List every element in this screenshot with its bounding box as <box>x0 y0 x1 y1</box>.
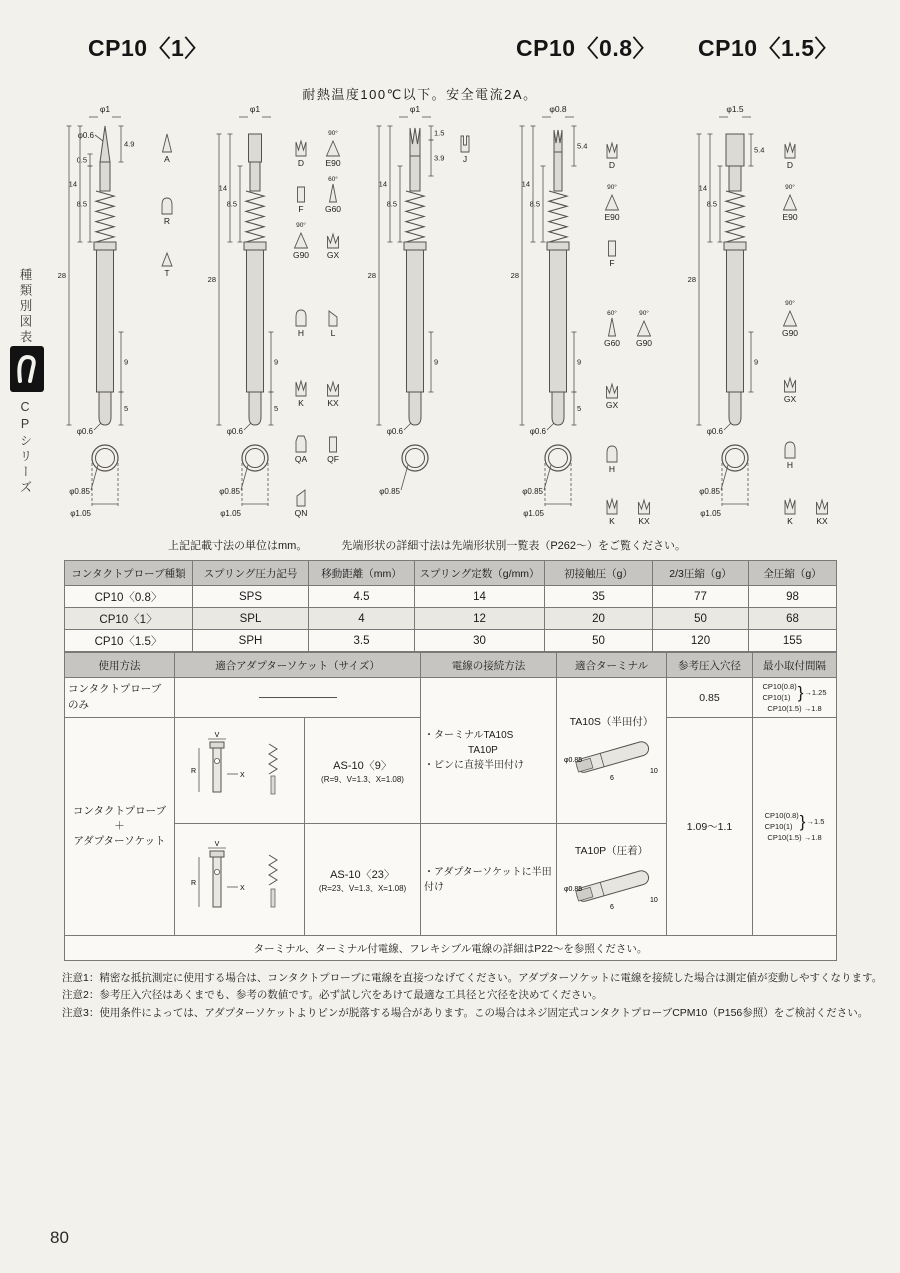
tip-shape-label: G90 <box>781 328 799 338</box>
tip-shape-icon <box>604 309 620 348</box>
dimension-label: φ0.85 <box>564 885 583 893</box>
tip-shape-icon <box>329 311 337 338</box>
dimension-label: 28 <box>510 271 519 280</box>
table-footer-note: ターミナル、ターミナル付電線、フレキシブル電線の詳細はP22～を参照ください。 <box>65 936 837 961</box>
probe-drawing <box>688 104 828 526</box>
tip-shape-icon <box>782 299 798 338</box>
dimension-label: 10 <box>650 767 658 775</box>
dimension-label: 8.5 <box>386 199 397 209</box>
tip-angle-label: 90° <box>785 300 795 307</box>
note-line: 注意1：精密な抵抗測定に使用する場合は、コンタクトプローブに電線を直接つなげてください。アダプターソケットに電線を接続した場合は測定値が変動しやすくなります。 <box>62 972 883 984</box>
brand-logo <box>10 346 44 397</box>
terminal-label: TA10P（圧着） <box>574 844 649 857</box>
adapter-name: AS-10〈23〉 <box>330 868 395 881</box>
tip-shape-label: E90 <box>782 212 798 222</box>
dimension-label: 28 <box>207 275 216 284</box>
dimension-label: 8.5 <box>529 199 540 209</box>
tip-angle-label: 60° <box>328 176 338 183</box>
probe-drawing <box>58 104 172 518</box>
diameter-label: φ1.5 <box>726 104 744 114</box>
terminal-label: TA10S（半田付） <box>569 715 654 728</box>
table-cell: SPL <box>193 608 309 630</box>
adapter-drawing-cell <box>175 718 305 824</box>
diameter-label: φ0.85 <box>522 487 543 496</box>
table-cell: 4 <box>309 608 415 630</box>
dimension-label: 5 <box>577 404 582 413</box>
tip-shape-icon <box>816 500 828 526</box>
adapter-spec: (R=23、V=1.3、X=1.08) <box>318 883 407 893</box>
diameter-label: φ0.6 <box>77 131 94 140</box>
spring-table-header-row <box>65 561 837 586</box>
table-cell: 35 <box>545 586 653 608</box>
wiring-line: TA10P <box>468 745 498 756</box>
dash-line <box>259 697 337 698</box>
gap-item: CP10(1) <box>762 692 791 702</box>
dimension-label: R <box>190 768 196 775</box>
gap-value: →1.8 <box>803 832 822 842</box>
usage-table-header-row <box>65 653 837 678</box>
tip-shape-icon <box>638 500 650 526</box>
tip-shape-label: KX <box>327 398 339 408</box>
terminal-ta10p-drawing <box>560 860 666 914</box>
probe-drawings-area <box>50 96 850 549</box>
tip-shape-label: GX <box>605 400 619 410</box>
adapter-spec: (R=9、V=1.3、X=1.08) <box>321 774 404 784</box>
dimension-label: 3.9 <box>434 153 445 163</box>
adapter-none-cell <box>175 678 421 718</box>
diameter-label: φ1 <box>409 104 421 114</box>
dimension-label: 14 <box>521 179 530 189</box>
dimension-label: 8.5 <box>706 199 717 209</box>
wiring-line: ・ターミナルTA10S <box>424 730 514 741</box>
col-header-terminal: 適合ターミナル <box>557 653 667 678</box>
spring-col-header: 移動距離（mm） <box>309 561 415 586</box>
tip-shape-label: E90 <box>325 158 341 168</box>
page-number: 80 <box>50 1228 69 1247</box>
dimension-label: 9 <box>434 357 439 367</box>
table-row <box>65 678 837 718</box>
dimension-label: 5.4 <box>754 145 765 155</box>
tip-shape-label: H <box>608 464 616 474</box>
tip-shape-icon <box>296 310 306 338</box>
tip-shape-label: J <box>462 154 468 164</box>
spring-col-header: 全圧縮（g） <box>749 561 837 586</box>
probe-drawings-svg <box>50 96 850 544</box>
tip-shape-icon <box>325 175 341 214</box>
tip-shape-label: K <box>787 516 793 526</box>
dimension-label: X <box>239 885 245 892</box>
diameter-label: φ0.85 <box>379 487 400 496</box>
sidebar-category-label: 種類別図表 <box>18 268 32 346</box>
dimension-label: 14 <box>698 183 707 193</box>
table-row <box>65 936 837 961</box>
tip-shape-label: KX <box>638 516 650 526</box>
adapter-socket-drawing <box>181 730 299 808</box>
tip-shape-label: G90 <box>292 250 310 260</box>
tip-shape-icon <box>607 446 617 474</box>
dimension-label: 28 <box>57 271 66 280</box>
table-cell: 98 <box>749 586 837 608</box>
tip-shape-label: A <box>164 154 170 164</box>
table-cell: 30 <box>415 630 545 652</box>
dimension-label: 6 <box>610 903 614 911</box>
tip-shape-label: H <box>786 460 794 470</box>
tip-shape-label: QF <box>327 454 339 464</box>
tip-shape-icon <box>298 187 305 214</box>
diameter-label: φ1 <box>249 104 261 114</box>
tip-shape-icon <box>636 309 652 348</box>
diameter-label: φ1.05 <box>70 509 91 518</box>
tip-shape-icon <box>604 183 619 222</box>
table-row <box>65 630 837 652</box>
method-probe-only: コンタクトプローブのみ <box>65 678 175 718</box>
tip-shape-label: F <box>609 258 615 268</box>
dimension-label: 14 <box>68 179 77 189</box>
tip-shape-label: D <box>786 160 794 170</box>
terminal-ta10s-cell <box>557 678 667 824</box>
dimension-label: 5 <box>274 404 279 413</box>
tip-shape-label: GX <box>783 394 797 404</box>
dimension-label: 1.5 <box>434 128 445 138</box>
wiring-adapter-cell <box>421 824 557 936</box>
dimension-label: 5.4 <box>577 141 588 151</box>
tip-shape-label: GX <box>326 250 340 260</box>
usage-table-wrap <box>64 652 837 961</box>
tip-angle-label: 90° <box>296 222 306 229</box>
drawing-caption <box>168 537 686 553</box>
min-gap-cell <box>753 678 837 718</box>
terminal-ta10p-cell <box>557 824 667 936</box>
spring-col-header: スプリング定数（g/mm） <box>415 561 545 586</box>
gap-item: CP10(1.5) <box>767 703 802 713</box>
tip-shape-label: H <box>297 328 305 338</box>
rating-subtitle: 耐熱温度100℃以下。安全電流2A。 <box>302 87 538 102</box>
hole-diameter-value: 1.09～1.1 <box>667 718 753 936</box>
method-probe-adapter: コンタクトプローブ ＋ アダプターソケット <box>65 718 175 936</box>
table-cell: 14 <box>415 586 545 608</box>
col-header-usage: 使用方法 <box>65 653 175 678</box>
dimension-label: R <box>190 880 196 887</box>
table-cell: 50 <box>545 630 653 652</box>
tip-shape-label: KX <box>816 516 828 526</box>
diameter-label: φ0.6 <box>226 427 243 436</box>
spring-col-header: スプリング圧力記号 <box>193 561 309 586</box>
diameter-label: φ1 <box>99 104 111 114</box>
tip-shape-icon <box>325 129 340 168</box>
tip-shape-icon <box>295 490 308 518</box>
note-line: 注意2：参考圧入穴径はあくまでも、参考の数値です。必ず試し穴をあけて最適な工具径と穴径を決めてください。 <box>62 989 603 1002</box>
dimension-label: 9 <box>124 357 129 367</box>
tip-shape-label: D <box>608 160 616 170</box>
tip-shape-icon <box>607 499 617 526</box>
tip-shape-icon <box>162 198 172 226</box>
table-cell: 50 <box>653 608 749 630</box>
tip-shape-icon <box>327 437 339 464</box>
adapter-drawing-cell <box>175 824 305 936</box>
table-cell: 68 <box>749 608 837 630</box>
diameter-label: φ0.85 <box>699 487 720 496</box>
tip-shape-icon <box>163 134 172 164</box>
diameter-label: φ1.05 <box>220 509 241 518</box>
tip-shape-icon <box>461 136 469 164</box>
table-row <box>65 586 837 608</box>
table-cell: SPS <box>193 586 309 608</box>
table-row <box>65 608 837 630</box>
dimension-label: 8.5 <box>76 199 87 209</box>
hole-diameter-value: 0.85 <box>667 678 753 718</box>
table-cell: 77 <box>653 586 749 608</box>
adapter-name: AS-10〈9〉 <box>333 759 392 772</box>
tip-shape-icon <box>327 382 339 408</box>
dimension-label: 9 <box>274 357 279 367</box>
col-header-wiring: 電線の接続方法 <box>421 653 557 678</box>
table-cell: CP10〈1.5〉 <box>65 630 193 652</box>
tip-shape-icon <box>785 499 795 526</box>
table-cell: 3.5 <box>309 630 415 652</box>
tip-shape-label: T <box>164 268 170 278</box>
table-cell: 155 <box>749 630 837 652</box>
table-cell: SPH <box>193 630 309 652</box>
dimension-label: 4.9 <box>124 139 135 149</box>
gap-item: CP10(0.8) <box>762 682 797 692</box>
spring-table <box>64 560 837 652</box>
dimension-label: 9 <box>577 357 582 367</box>
tip-shape-label: QA <box>294 454 308 464</box>
tip-shape-label: D <box>297 158 305 168</box>
tip-shape-label: E90 <box>604 212 620 222</box>
tip-shape-icon <box>782 183 797 222</box>
tip-shape-icon <box>296 381 306 408</box>
tip-angle-label: 60° <box>607 310 617 317</box>
diameter-label: φ1.05 <box>700 509 721 518</box>
tip-shape-label: L <box>330 328 336 338</box>
tip-shape-label: QN <box>294 508 308 518</box>
diameter-label: φ0.6 <box>76 427 93 436</box>
dimension-label: 9 <box>754 357 759 367</box>
table-cell: CP10〈0.8〉 <box>65 586 193 608</box>
tip-shape-label: G60 <box>603 338 621 348</box>
min-gap-cell <box>753 718 837 936</box>
brace-glyph: } <box>799 811 806 831</box>
tip-shape-icon <box>327 234 340 260</box>
page-title-cp10-08: CP10〈0.8〉 <box>516 35 657 61</box>
spring-col-header: 初接触圧（g） <box>545 561 653 586</box>
spring-table-wrap <box>64 560 837 652</box>
sidebar-series-label: CPシリーズ <box>18 400 32 496</box>
brace-glyph: } <box>797 682 804 702</box>
spring-col-header: 2/3圧縮（g） <box>653 561 749 586</box>
dimension-label: 8.5 <box>226 199 237 209</box>
diameter-label: φ0.85 <box>219 487 240 496</box>
tip-shape-icon <box>607 143 617 170</box>
adapter-socket-drawing <box>181 839 299 917</box>
wiring-direct-cell <box>421 678 557 824</box>
gap-item: CP10(0.8) <box>764 811 799 821</box>
tip-angle-label: 90° <box>328 130 338 137</box>
table-cell: 4.5 <box>309 586 415 608</box>
dimension-label: V <box>214 732 219 739</box>
usage-table <box>64 652 837 961</box>
note-line: 注意3：使用条件によっては、アダプターソケットよりピンが脱落する場合があります。この場合はネジ固定式コンタクトプローブCPM10（P156参照）をご検討ください。 <box>62 1006 869 1019</box>
probe-drawing <box>208 104 342 518</box>
gap-value: →1.8 <box>803 703 822 713</box>
table-cell: 120 <box>653 630 749 652</box>
adapter-label-cell <box>305 824 421 936</box>
tip-angle-label: 90° <box>639 310 649 317</box>
tip-shape-icon <box>784 378 797 404</box>
gap-value: →1.5 <box>806 817 825 826</box>
table-cell: 20 <box>545 608 653 630</box>
tip-shape-label: R <box>163 216 171 226</box>
gap-item: CP10(1.5) <box>767 832 802 842</box>
col-header-hole: 参考圧入穴径 <box>667 653 753 678</box>
tip-angle-label: 90° <box>607 184 617 191</box>
tip-shape-label: K <box>609 516 615 526</box>
page-title-cp10-15: CP10〈1.5〉 <box>698 35 839 61</box>
notes-block <box>62 970 882 1022</box>
spring-col-header: コンタクトプローブ種類 <box>65 561 193 586</box>
dimension-label: 28 <box>367 271 376 280</box>
adapter-label-cell <box>305 718 421 824</box>
tip-shape-icon <box>293 221 309 260</box>
wiring-line: ・アダプターソケットに半田付け <box>424 866 552 893</box>
tip-shape-icon <box>162 253 172 278</box>
dimension-label: 0.5 <box>76 155 87 165</box>
tip-shape-icon <box>785 442 795 470</box>
dimension-label: 28 <box>687 275 696 284</box>
diameter-label: φ0.85 <box>69 487 90 496</box>
terminal-ta10s-drawing <box>560 731 666 785</box>
tip-shape-label: F <box>298 204 304 214</box>
tip-shape-icon <box>295 436 308 464</box>
diameter-label: φ0.6 <box>706 427 723 436</box>
tip-shape-icon <box>606 384 619 410</box>
unit-note: 上記記載寸法の単位はmm。 <box>168 540 308 552</box>
diameter-label: φ0.6 <box>386 427 403 436</box>
gap-item: CP10(1) <box>764 821 793 831</box>
tip-shape-label: G90 <box>635 338 653 348</box>
probe-drawing <box>368 104 469 496</box>
tip-shape-icon <box>785 143 795 170</box>
table-cell: CP10〈1〉 <box>65 608 193 630</box>
diameter-label: φ1.05 <box>523 509 544 518</box>
diameter-label: φ0.8 <box>549 104 567 114</box>
table-cell: 12 <box>415 608 545 630</box>
diameter-label: φ0.6 <box>529 427 546 436</box>
dimension-label: φ0.85 <box>564 756 583 764</box>
col-header-gap: 最小取付間隔 <box>753 653 837 678</box>
tip-angle-label: 90° <box>785 184 795 191</box>
dimension-label: 5 <box>124 404 129 413</box>
dimension-label: 14 <box>378 179 387 189</box>
dimension-label: 14 <box>218 183 227 193</box>
gap-value: →1.25 <box>804 688 827 697</box>
wiring-line: ・ピンに直接半田付け <box>424 760 525 771</box>
col-header-adapter: 適合アダプターソケット（サイズ） <box>175 653 421 678</box>
dimension-label: V <box>214 841 219 848</box>
tip-shape-label: K <box>298 398 304 408</box>
tip-shape-label: G60 <box>324 204 342 214</box>
dimension-label: 6 <box>610 774 614 782</box>
tip-shape-icon <box>609 241 616 268</box>
page-title-cp10-1: CP10〈1〉 <box>88 35 208 61</box>
dimension-label: 10 <box>650 896 658 904</box>
brand-logo-icon <box>10 346 44 392</box>
probe-drawing <box>511 104 653 526</box>
tip-shape-icon <box>296 141 306 168</box>
dimension-label: X <box>239 772 245 779</box>
tip-note: 先端形状の詳細寸法は先端形状別一覧表（P262～）をご覧ください。 <box>341 540 687 552</box>
